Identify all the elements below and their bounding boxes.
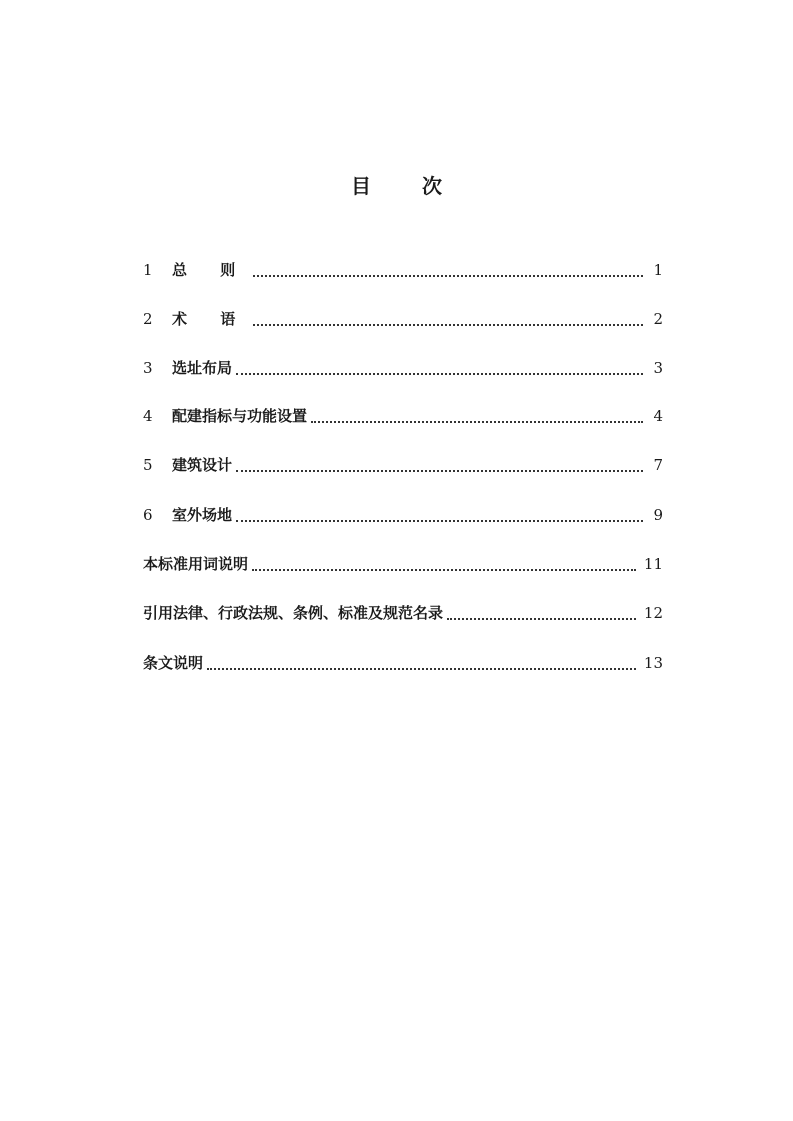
dot-leader: [252, 569, 636, 571]
toc-entry-2[interactable]: [143, 309, 663, 331]
toc-entry-1[interactable]: [143, 260, 663, 282]
dot-leader: [447, 618, 636, 620]
toc-entry-label: 条文说明: [143, 654, 204, 672]
toc-entry-label: 选址布局: [172, 359, 233, 377]
toc-entry-number: 1: [143, 261, 153, 279]
toc-entry-page: 7: [653, 456, 663, 474]
dot-leader: [311, 421, 643, 423]
toc-entry-label: 总 则: [172, 261, 250, 279]
toc-entry-number: 3: [143, 359, 153, 377]
toc-entry-cited-standards[interactable]: [143, 603, 663, 625]
toc-entry-explanation[interactable]: [143, 653, 663, 675]
toc-entry-number: 4: [143, 407, 153, 425]
toc-entry-page: 11: [643, 555, 663, 573]
toc-entry-label: 术 语: [172, 310, 250, 328]
toc-entry-3[interactable]: [143, 358, 663, 380]
toc-entry-5[interactable]: [143, 455, 663, 477]
toc-entry-page: 1: [653, 261, 663, 279]
toc-entry-page: 2: [653, 310, 663, 328]
toc-entry-6[interactable]: [143, 505, 663, 527]
page-title: 目 次: [351, 174, 464, 198]
dot-leader: [253, 324, 643, 326]
dot-leader: [207, 668, 636, 670]
toc-entry-number: 6: [143, 506, 153, 524]
toc-entry-label: 配建指标与功能设置: [172, 407, 308, 425]
toc-entry-number: 2: [143, 310, 153, 328]
toc-entry-page: 12: [643, 604, 663, 622]
toc-entry-terms-usage[interactable]: [143, 554, 663, 576]
toc-entry-label: 室外场地: [172, 506, 233, 524]
toc-entry-page: 13: [643, 654, 663, 672]
dot-leader: [236, 470, 643, 472]
toc-entry-4[interactable]: [143, 406, 663, 428]
dot-leader: [236, 520, 643, 522]
toc-entry-page: 4: [653, 407, 663, 425]
toc-entry-label: 建筑设计: [172, 456, 233, 474]
toc-entry-label: 引用法律、行政法规、条例、标准及规范名录: [143, 604, 444, 622]
dot-leader: [253, 275, 643, 277]
toc-entry-page: 9: [653, 506, 663, 524]
dot-leader: [236, 373, 643, 375]
toc-entry-number: 5: [143, 456, 153, 474]
toc-entry-page: 3: [653, 359, 663, 377]
toc-entry-label: 本标准用词说明: [143, 555, 249, 573]
